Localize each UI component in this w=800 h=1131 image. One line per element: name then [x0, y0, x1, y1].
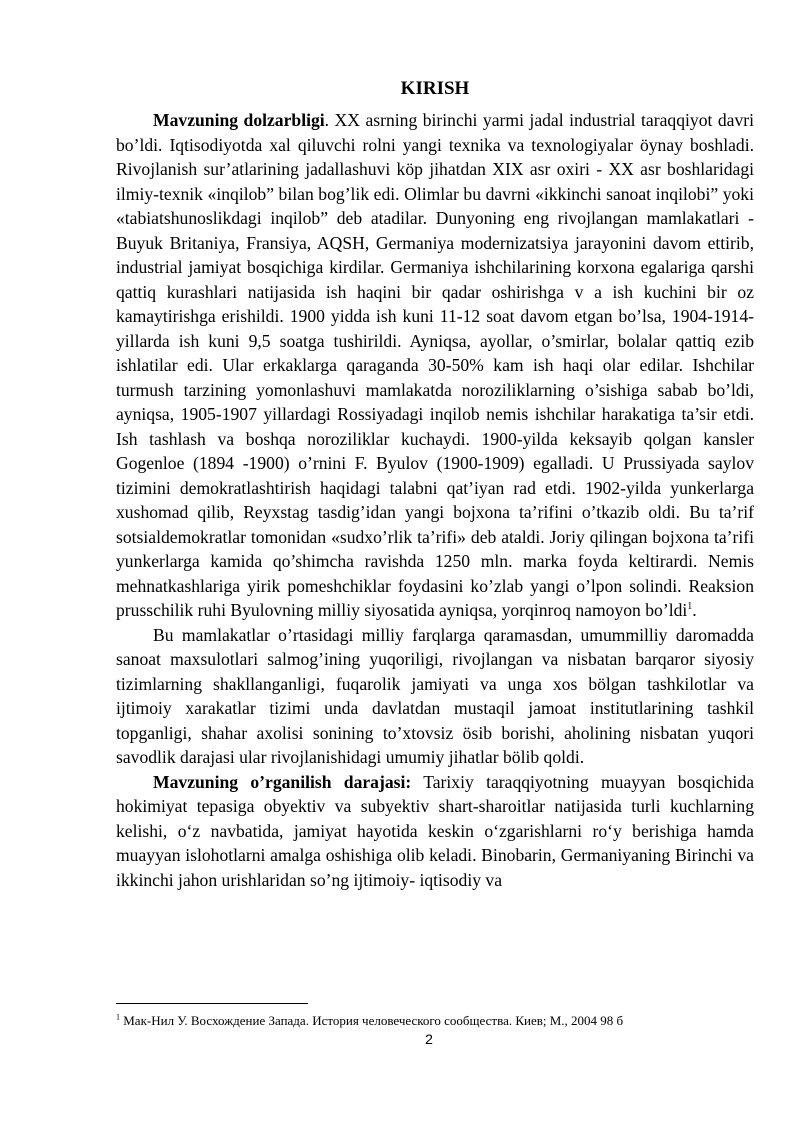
paragraph-lead: Mavzuning dolzarbligi — [153, 110, 325, 130]
paragraph-text: . XX asrning birinchi yarmi jadal industrial taraqqiyot davri bo’ldi. Iqtisodiyotda xal qiluvchi rolni yangi texnika va texnologiyalar öynay boshladi. Rivojlanish sur’atlarining jadallashuvi köp jihatdan XIX asr oxiri - XX asr boshlaridagi ilmiy-texnik «inqilob” bilan bog’lik edi. Olimlar bu davrni «ikkinchi sanoat inqilobi” yoki «tabiatshunoslikdagi inqilob” deb atadilar. Dunyoning eng rivojlangan mamlakatlari - Buyuk Britaniya, Fransiya, AQSH, Germaniya modernizatsiya jarayonini davom ettirib, industrial jamiyat bosqichiga kirdilar. Germaniya ishchilarining korxona egalariga qarshi qattiq kurashlari natijasida ish haqini bir qadar oshirishga v a ish kuchini bir oz kamaytirishga erishildi. 1900 yidda ish kuni 11-12 soat davom etgan bo’lsa, 1904-1914-yillarda ish kuni 9,5 soatga tushirildi. Ayniqsa, ayollar, o’smirlar, bolalar qattiq ezib ishlatilar edi. Ular erkaklarga qaraganda 30-50% kam ish haqi olar edilar. Ishchilar turmush tarzining yomonlashuvi mamlakatda noroziliklarning o’sishiga sabab bo’ldi, ayniqsa, 1905-1907 yillardagi Rossiyadagi inqilob nemis ishchilar harakatiga ta’sir etdi. Ish tashlash va boshqa noroziliklar kuchaydi. 1900-yilda keksayib qolgan kansler Gogenloe (1894 -1900) o’rnini F. Byulov (1900-1909) egalladi. U Prussiyada saylov tizimini demokratlashtirish haqidagi talabni qat’iyan rad etdi. 1902-yilda yunkerlarga xushomad qilib, Reyxstag tasdig’idan yangi bojxona ta’rifini o’tkazib oldi. Bu ta’rif sotsialdemokratlar tomonidan «sudxo’rlik ta’rifi» deb ataldi. Joriy qilingan bojxona ta’rifi yunkerlarga kamida qo’shimcha ravishda 1250 mln. marka foyda keltirardi. Nemis mehnatkashlariga yirik pomeshchiklar foydasini ko’zlab yangi o’lpon solindi. Reaksion prusschilik ruhi Byulovning milliy siyosatida ayniqsa, yorqinroq namoyon bo’ldi — [116, 110, 755, 620]
paragraph-text: Bu mamlakatlar o’rtasidagi milliy farqlarga qaramasdan, umummilliy daromadda sanoat maxsulotlari salmog’ining yuqoriligi, rivojlangan va nisbatan barqaror siyosiy tizimlarning shakllanganligi, fuqarolik jamiyati va unga xos bölgan tashkilotlar va ijtimoiy xarakatlar tizimi unda davlatdan mustaqil jamoat institutlarining tashkil topganligi, shahar axolisi sonining to’xtovsiz ösib borishi, aholining nisbatan yuqori savodlik darajasi ular rivojlanishidagi umumiy jihatlar bölib qoldi. — [116, 624, 754, 767]
footnote — [116, 1013, 756, 1029]
footnote-mark: 1 — [116, 1012, 120, 1022]
footnote-reference[interactable]: 1 — [687, 601, 693, 613]
footnote-separator — [116, 1003, 308, 1004]
paragraph-relevance — [116, 108, 754, 623]
paragraph-text: Tarixiy taraqqiyotning muayyan bosqichida hokimiyat tepasiga obyektiv va subyektiv shart-sharoitlar natijasida turli kuchlarning kelishi, o‘z navbatida, jamiyat hayotida keskin o‘zgarishlarni ro‘y berishiga hamda muayyan islohotlarni amalga oshishiga olib keladi. Binobarin, Germaniyaning Birinchi va ikkinchi jahon urishlaridan so’ng ijtimoiy- iqtisodiy va — [116, 771, 755, 890]
footnote-text: Мак-Нил У. Восхождение Запада. История человеческого сообщества. Киев; М., 2004 98 б — [120, 1013, 624, 1028]
page-title: KIRISH — [400, 78, 470, 99]
page-number: 2 — [425, 1031, 433, 1047]
document-page — [116, 72, 754, 892]
paragraph-lead: Mavzuning o’rganilish darajasi: — [153, 771, 412, 792]
paragraph-tail: . — [692, 600, 697, 620]
paragraph-study-level — [116, 770, 754, 893]
paragraph-commonality — [116, 623, 754, 770]
